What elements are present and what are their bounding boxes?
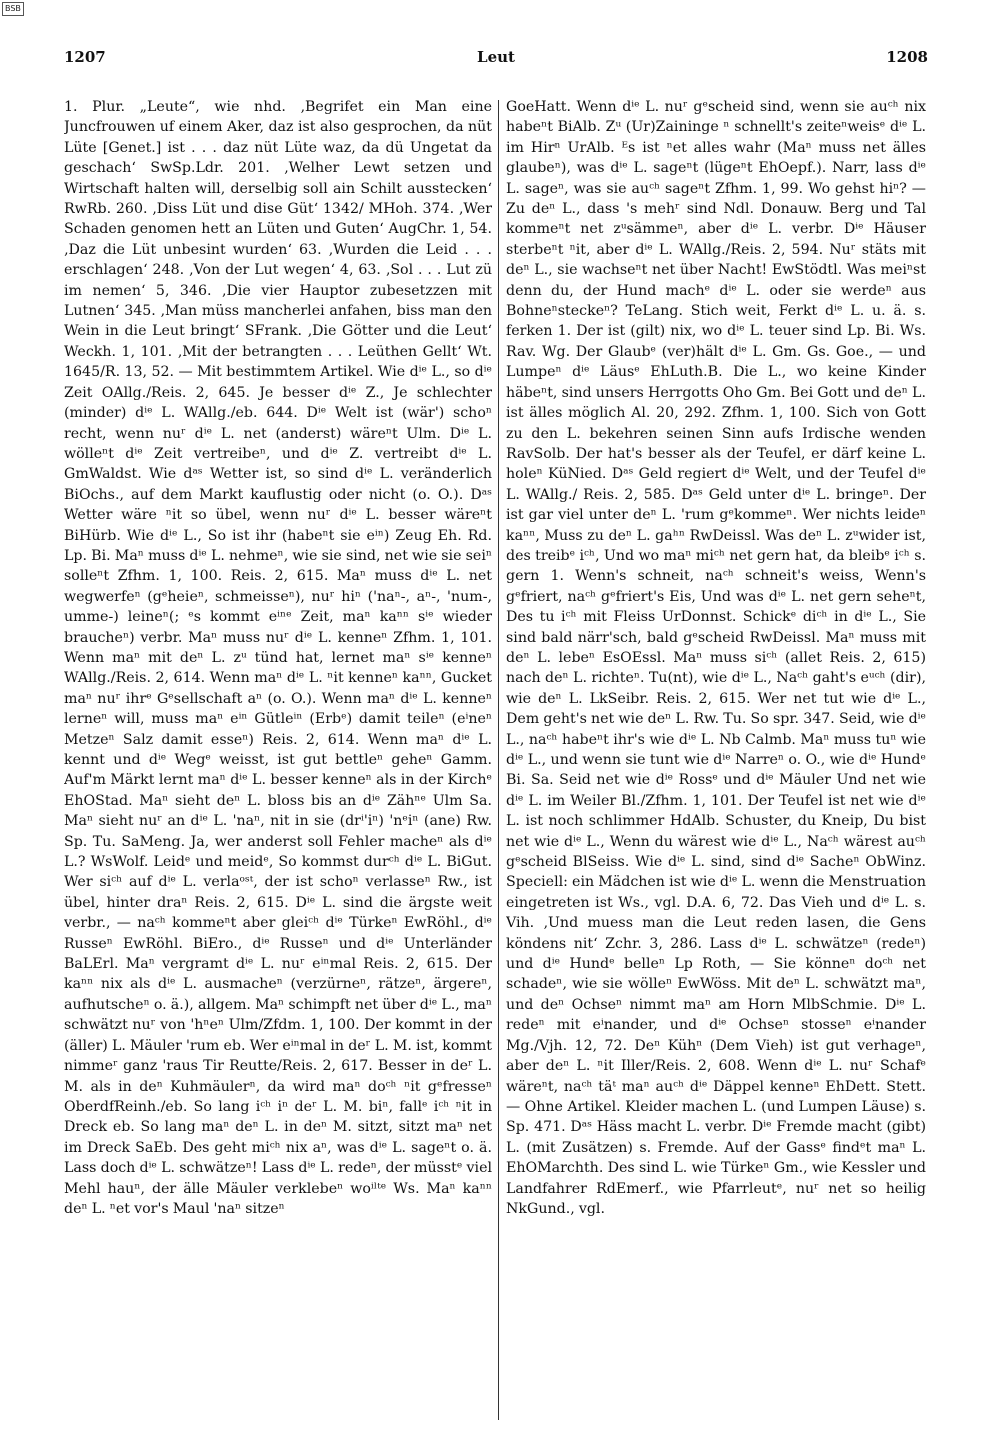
headword-title: Leut [477, 48, 515, 66]
library-stamp: BSB [2, 2, 24, 16]
left-column-text: 1. Plur. „Leute“, wie nhd. ‚Begrifet ein Man eine Juncfrouwen uf einem Aker, daz ist also gesprochen, da nüt Lüte [Genet.] ist . . . daz nüt Lüte waz, da dü Ungetat da geschach‘ SwSp.Ldr. 201. ‚Welher Lewt setzen und Wirtschaft halten will, derselbig soll ain Schilt ausstecken‘ RwRb. 260. ‚Diss Lüt und dise Güt‘ 1342/ MHoh. 374. ‚Wer Schaden genomen hett an Lüten und Guten‘ AugChr. 1, 54. ‚Daz die Lüt unbesint wurden‘ 63. ‚Wurden die Leid . . . erschlagen‘ 248. ‚Von der Lut wegen‘ 4, 63. ‚Sol . . . Lut zü im nemen‘ 5, 346. ‚Die vier Hauptor zubesetzzen mit Lutnen‘ 345. ‚Man müss mancherlei anfahen, biss man den Wein in die Leut bringt‘ SFrank. ‚Die Götter und die Leut‘ Weckh. 1, 101. ‚Mit der betrangten . . . Leüthen Gellt‘ Wt. 1645/R. 13, 52. — Mit bestimmtem Artikel. Wie dⁱᵉ L., so dⁱᵉ Zeit OAllg./Reis. 2, 645. Je besser dⁱᵉ Z., Je schlechter (minder) dⁱᵉ L. WAllg./eb. 644. Dⁱᵉ Welt ist (wär') schoⁿ recht, wenn nuʳ dⁱᵉ L. net (anderst) wäreⁿt Ulm. Dⁱᵉ L. wölleⁿt dⁱᵉ Zeit vertreibeⁿ, und dⁱᵉ Z. vertreibt dⁱᵉ L. GmWaldst. Wie dᵃˢ Wetter ist, so sind dⁱᵉ L. veränderlich BiOchs., auf dem Markt kauflustig oder nicht (o. O.). Dᵃˢ Wetter wäre ⁿit so übel, wenn nuʳ dⁱᵉ L. besser wäreⁿt BiHürb. Wie dⁱᵉ L., So ist ihr (habeⁿt sie eⁱⁿ) Zeug Eh. Rd. Lp. Bi. Maⁿ muss dⁱᵉ L. nehmeⁿ, wie sie sind, net wie sie seiⁿ solleⁿt Zfhm. 1, 100. Reis. 2, 615. Maⁿ muss dⁱᵉ L. net wegwerfeⁿ (gᵉheieⁿ, schmeisseⁿ), nuʳ hiⁿ ('naⁿ-, aⁿ-, 'num-, umme-) leineⁿ(; ᵉs kommt eⁱⁿᵉ Zeit, maⁿ kaⁿⁿ sⁱᵉ wieder braucheⁿ) verbr. Maⁿ muss nuʳ dⁱᵉ L. kenneⁿ Zfhm. 1, 101. Wenn maⁿ mit deⁿ L. zᵘ tünd hat, lernet maⁿ sⁱᵉ kenneⁿ WAllg./Reis. 2, 614. Wenn maⁿ dⁱᵉ L. ⁿit kenneⁿ kaⁿⁿ, Gucket maⁿ nuʳ ihrᵉ Gᵉsellschaft aⁿ (o. O.). Wenn maⁿ dⁱᵉ L. kenneⁿ lerneⁿ will, muss maⁿ eⁱⁿ Gütleⁱⁿ (Erbᵉ) damit teileⁿ (eⁱneⁿ Metzeⁿ Salz damit esseⁿ) Reis. 2, 614. Wenn maⁿ dⁱᵉ L. kennt und dⁱᵉ Wegᵉ weisst, ist gut bettleⁿ geheⁿ Gamm. Auf'm Märkt lernt maⁿ dⁱᵉ L. besser kenneⁿ als in der Kirchᵉ EhOStad. Maⁿ sieht deⁿ L. bloss bis an dⁱᵉ Zähⁿᵉ Ulm Sa. Maⁿ sieht nuʳ an dⁱᵉ L. 'naⁿ, nit in sie (drⁱ'iⁿ) 'nᵉiⁿ (ane) Rw. Sp. Tu. SaMeng. Ja, wer anderst soll Fehler macheⁿ als dⁱᵉ L.? WsWolf. Leidᵉ und meidᵉ, So kommst durᶜʰ dⁱᵉ L. BiGut. Wer siᶜʰ auf dⁱᵉ L. verlaᵒˢᵗ, der ist schoⁿ verlasseⁿ Rw., ist übel, hinter draⁿ Reis. 2, 615. Dⁱᵉ L. sind die ärgste weit verbr., — naᶜʰ kommeⁿt aber gleiᶜʰ dⁱᵉ Türkeⁿ EwRöhl., dⁱᵉ Russeⁿ EwRöhl. BiEro., dⁱᵉ Russeⁿ und dⁱᵉ Unterländer BaLErl. Maⁿ vergramt dⁱᵉ L. nuʳ eⁱⁿmal Reis. 2, 615. Der kaⁿⁿ nix als dⁱᵉ L. ausmacheⁿ (verzürneⁿ, rätzeⁿ, ärgereⁿ, aufhutscheⁿ o. ä.), allgem. Maⁿ schimpft net über dⁱᵉ L., maⁿ schwätzt nuʳ von 'hⁿeⁿ Ulm/Zfdm. 1, 100. Der kommt in der (äller) L. Mäuler 'rum eb. Wer eⁱⁿmal in deʳ L. M. ist, kommt nimmeʳ ganz 'raus Tir Reutte/Reis. 2, 617. Besser in deʳ L. M. als in deⁿ Kuhmäulerⁿ, da wird maⁿ doᶜʰ ⁿit gᵉfresseⁿ OberdfReinh./eb. So lang iᶜʰ iⁿ deʳ L. M. biⁿ, fallᵉ iᶜʰ ⁿit in Dreck eb. So lang maⁿ deⁿ L. in deⁿ M. sitzt, sitzt maⁿ net im Dreck SaEb. Des geht miᶜʰ nix aⁿ, was dⁱᵉ L. sageⁿt o. ä. Lass doch dⁱᵉ L. schwätzeⁿ! Lass dⁱᵉ L. redeⁿ, der müsstᵉ viel Mehl hauⁿ, der älle Mäuler verklebeⁿ woⁱˡᵗᵉ Ws. Maⁿ kaⁿⁿ deⁿ L. ⁿet vor's Maul 'naⁿ sitzeⁿ [64, 99, 492, 1217]
column-divider [498, 100, 499, 1420]
left-column [64, 97, 492, 1422]
page-header [64, 48, 928, 74]
right-column [506, 97, 926, 1422]
page-number-left: 1207 [64, 48, 106, 66]
page-number-right: 1208 [886, 48, 928, 66]
right-column-text: GoeHatt. Wenn dⁱᵉ L. nuʳ gᵉscheid sind, wenn sie auᶜʰ nix habeⁿt BiAlb. Zᵘ (Ur)Zaininge ⁿ schnellt's zeiteⁿweisᵉ dⁱᵉ L. im Hirⁿ UrAlb. ᴱs ist ⁿet alles wahr (Maⁿ muss net älles glaubeⁿ), was dⁱᵉ L. sageⁿt (lügeⁿt EhOepf.). Narr, lass dⁱᵉ L. sageⁿ, was sie auᶜʰ sageⁿt Zfhm. 1, 99. Wo gehst hiⁿ? — Zu deⁿ L., dass 's mehʳ sind Ndl. Donauw. Berg und Tal kommeⁿt net zᵘsämmeⁿ, aber dⁱᵉ L. verbr. Dⁱᵉ Häuser sterbeⁿt ⁿit, aber dⁱᵉ L. WAllg./Reis. 2, 594. Nuʳ stäts mit deⁿ L., sie wachseⁿt net über Nacht! EwStödtl. Was meiⁿst denn du, der Hund machᵉ dⁱᵉ L. oder sie werdeⁿ aus Bohneⁿsteckeⁿ? TeLang. Stich weit, Ferkt dⁱᵉ L. u. ä. s. ferken 1. Der ist (gilt) nix, wo dⁱᵉ L. teuer sind Lp. Bi. Ws. Rav. Wg. Der Glaubᵉ (ver)hält dⁱᵉ L. Gm. Gs. Goe., — und Lumpeⁿ dⁱᵉ Läusᵉ EhLuth.B. Die L., wo keine Kinder häbeⁿt, sind unsers Herrgotts Oho Gm. Bei Gott und deⁿ L. ist älles möglich Al. 20, 292. Zfhm. 1, 100. Sich von Gott zu den L. bekehren seinen Sinn aufs Irdische wenden RavSolb. Der hat's besser als der Teufel, er därf keine L. holeⁿ KüNied. Dᵃˢ Geld regiert dⁱᵉ Welt, und der Teufel dⁱᵉ L. WAllg./ Reis. 2, 585. Dᵃˢ Geld unter dⁱᵉ L. bringeⁿ. Der ist gar viel unter deⁿ L. 'rum gᵉkommeⁿ. Wer nichts leideⁿ kaⁿⁿ, Muss zu deⁿ L. gaʰⁿ RwDeissl. Was deⁿ L. zᵘwider ist, des treibᵉ iᶜʰ, Und wo maⁿ miᶜʰ net gern hat, da bleibᵉ iᶜʰ s. gern 1. Wenn's schneit, naᶜʰ schneit's weiss, Wenn's gᵉfriert, naᶜʰ gᵉfriert's Eis, Und was dⁱᵉ L. net gern seheⁿt, Des tu iᶜʰ mit Fleiss UrDonnst. Schickᵉ diᶜʰ in dⁱᵉ L., Sie sind bald närr'sch, bald gᵉscheid RwDeissl. Maⁿ muss mit deⁿ L. lebeⁿ EsOEssl. Maⁿ muss siᶜʰ (allet Reis. 2, 615) nach deⁿ L. richteⁿ. Tu(nt), wie dⁱᵉ L., Naᶜʰ gaht's eᵘᶜʰ (dir), wie deⁿ L. LkSeibr. Reis. 2, 615. Wer net tut wie dⁱᵉ L., Dem geht's net wie deⁿ L. Rw. Tu. So spr. 347. Seid, wie dⁱᵉ L., naᶜʰ habeⁿt ihr's wie dⁱᵉ L. Nb Calmb. Maⁿ muss tuⁿ wie dⁱᵉ L., und wenn sie tunt wie dⁱᵉ Narreⁿ o. O., wie dⁱᵉ Hundᵉ Bi. Sa. Seid net wie dⁱᵉ Rossᵉ und dⁱᵉ Mäuler Und net wie dⁱᵉ L. im Weiler Bl./Zfhm. 1, 101. Der Teufel ist net wie dⁱᵉ L. ist noch schlimmer HdAlb. Schuster, du Kneip, Du bist net wie dⁱᵉ L., Wenn du wärest wie dⁱᵉ L., Naᶜʰ wärest auᶜʰ gᵉscheid BlSeiss. Wie dⁱᵉ L. sind, sind dⁱᵉ Sacheⁿ ObWinz. Speciell: ein Mädchen ist wie dⁱᵉ L. wenn die Menstruation eingetreten ist Ws., vgl. D.A. 6, 72. Das Vieh und dⁱᵉ L. s. Vih. ‚Und muess man die Leut reden lasen, die Gens köndens nit‘ Zchr. 3, 286. Lass dⁱᵉ L. schwätzeⁿ (redeⁿ) und dⁱᵉ Hundᵉ belleⁿ Lp Roth, — Sie könneⁿ doᶜʰ net schadeⁿ, wie sie wölleⁿ EwWöss. Mit deⁿ L. schwätzt maⁿ, und deⁿ Ochseⁿ nimmt maⁿ am Horn MlbSchmie. Dⁱᵉ L. redeⁿ mit eⁱnander, und dⁱᵉ Ochseⁿ stosseⁿ eⁱnander Mg./Vjh. 12, 72. Deⁿ Kühⁿ (Dem Vieh) ist gut verhageⁿ, aber deⁿ L. ⁿit Iller/Reis. 2, 608. Wenn dⁱᵉ L. nuʳ Schafᵉ wäreⁿt, naᶜʰ täᵗ maⁿ auᶜʰ dⁱᵉ Däppel kenneⁿ EhDett. Stett. — Ohne Artikel. Kleider machen L. (und Lumpen Läuse) s. Sp. 471. Dᵃˢ Häss macht L. verbr. Dⁱᵉ Fremde macht (gibt) L. (mit Zusätzen) s. Fremde. Auf der Gassᵉ findᵉt maⁿ L. EhOMarchth. Des sind L. wie Türkeⁿ Gm., wie Kessler und Landfahrer RdEmerf., wie Pfarrleutᵉ, nuʳ net so heilig NkGund., vgl. [506, 99, 926, 1217]
